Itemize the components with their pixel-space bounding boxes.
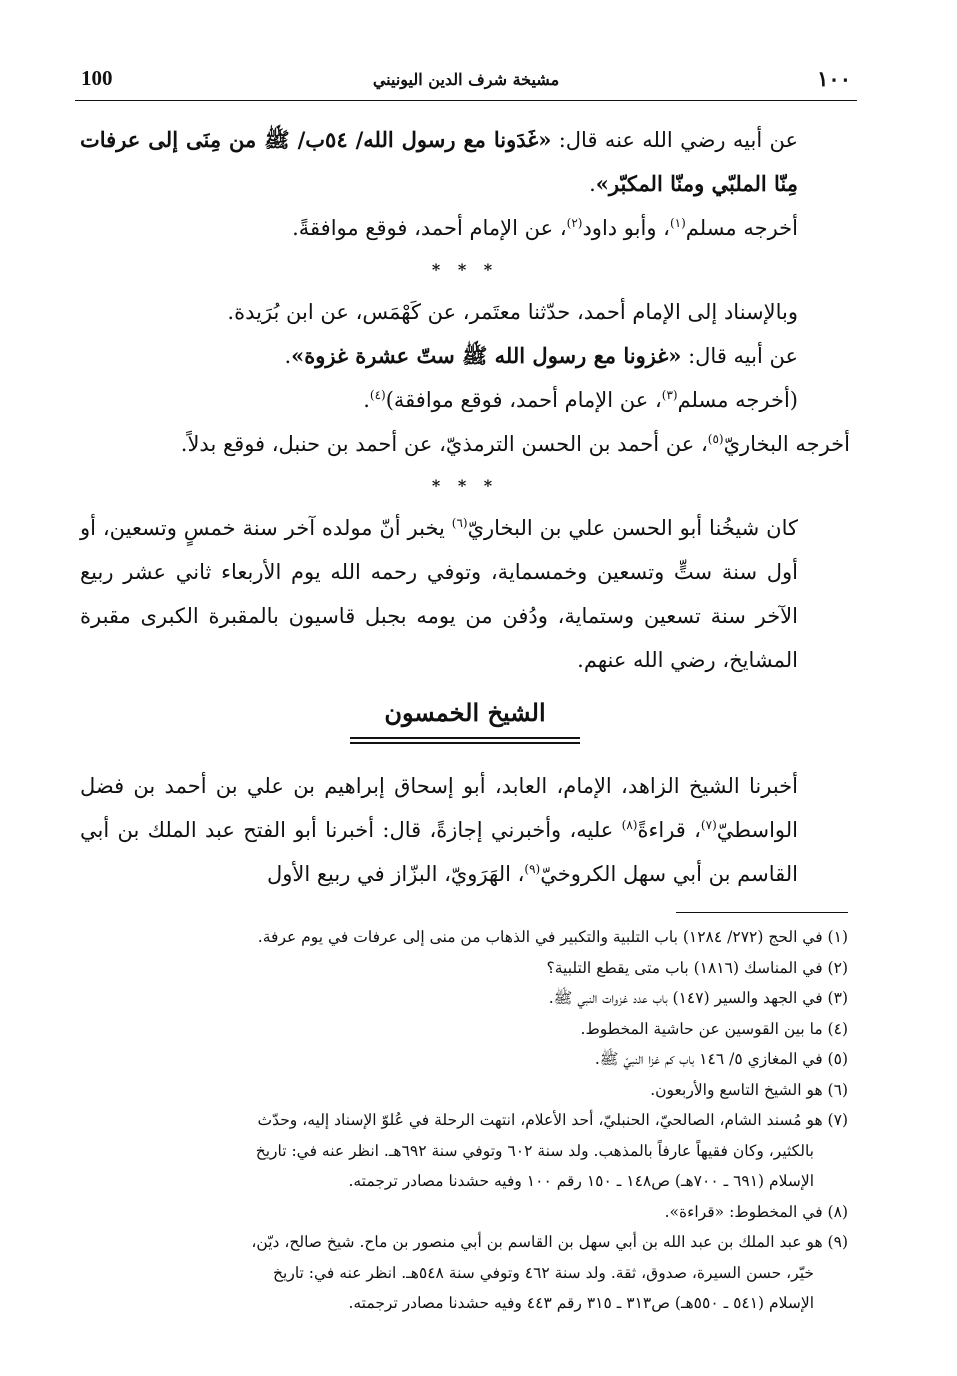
footnote-8: (٨) في المخطوط: «قراءة». — [664, 1202, 848, 1221]
footnote-ref-3[interactable]: (٣) — [661, 388, 678, 402]
heading-rule-top — [350, 737, 580, 739]
hadith-1-end: . — [589, 172, 596, 196]
footnote-ref-2[interactable]: (٢) — [566, 216, 583, 230]
footnote-5: (٥) في المغازي ٥/ ١٤٦ باب كم غزا النبيّ ﷺ. — [594, 1050, 848, 1068]
section-separator: * * * — [431, 260, 499, 279]
text-run: يخبر أنّ مولده آخر سنة خمسٍ وتسعين، أو أول سنة ستٍّ وتسعين وخمسماية، وتوفي رحمه الله يوم الأربعاء ثاني عشر ربيع الآخر سنة تسعين وستماية، ودُفن من يومه بجبل قاسيون بالمقبرة الكبرى مقبرة المشايخ، رضي الله عنهم. — [80, 516, 798, 672]
section-separator: * * * — [431, 476, 499, 495]
paragraph-takhrij-1 — [80, 206, 850, 250]
footnote-ref-1[interactable]: (١) — [669, 216, 686, 230]
text-run: ، عن أحمد بن الحسن الترمذيّ، عن أحمد بن حنبل، فوقع بدلاً. — [180, 432, 708, 456]
footnote-ref-9[interactable]: (٩) — [524, 862, 541, 876]
text-run: ، وأبو داود — [582, 216, 670, 240]
page-number-arabic: ١٠٠ — [817, 66, 851, 91]
footnote-9: (٩) هو عبد الملك بن عبد الله بن أبي سهل بن القاسم بن أبي منصور بن ماح. شيخ صالح، ديّن، — [251, 1233, 848, 1251]
text-run: أخبرنا الشيخ الزاهد، الإمام، العابد، أبو إسحاق إبراهيم بن علي بن أحمد بن فضل الواسطيّ — [80, 774, 798, 842]
header-rule — [75, 100, 857, 101]
section-heading-block — [80, 698, 850, 744]
text-run: ، الهَرَويّ، البزّاز في ربيع الأول — [267, 862, 525, 886]
paragraph-chain-50 — [80, 764, 850, 896]
text-run: عليه، وأخبرني إجازةً، قال: أخبرنا أبو الفتح عبد الملك بن أبي القاسم بن أبي سهل الكروخيّ — [80, 818, 798, 886]
heading-rule-bottom — [350, 742, 580, 744]
hadith-1-intro: عن أبيه رضي الله عنه قال: — [551, 128, 798, 152]
footnote-1: (١) في الحج (٢٧٢/ ١٢٨٤) باب التلبية والتكبير في الذهاب من منى إلى عرفات في يوم عرفة. — [257, 928, 848, 946]
main-text — [80, 118, 850, 896]
hadith-2-quote: «غزونا مع رسول الله ﷺ ستّ عشرة غزوة» — [291, 343, 682, 368]
text-run: أخرجه البخاريّ — [723, 432, 850, 456]
paragraph-hadith-2 — [80, 334, 850, 378]
footnotes — [70, 922, 848, 1319]
running-title: مشيخة شرف الدين اليونيني — [372, 70, 560, 89]
paragraph-isnad: وبالإسناد إلى الإمام أحمد، حدّثنا معتَمر، عن كَهْمَس، عن ابن بُرَيدة. — [227, 300, 798, 324]
paragraph-takhrij-2 — [80, 378, 850, 422]
text-run: ، عن الإمام أحمد، فوقع موافقةً. — [292, 216, 567, 240]
footnote-ref-4[interactable]: (٤) — [369, 388, 386, 402]
footnote-7: (٧) هو مُسند الشام، الصالحيّ، الحنبليّ، أحد الأعلام، انتهت الرحلة في عُلوّ الإسناد إليه، وحدّث — [257, 1111, 848, 1129]
footnote-7-cont: الإسلام (٦٩١ ـ ٧٠٠هـ) ص١٤٨ ـ ١٥٠ رقم ١٠٠ وفيه حشدنا مصادر ترجمته. — [348, 1172, 814, 1190]
text-run: ، قراءةً — [637, 818, 701, 842]
text-run: (أخرجه مسلم — [677, 388, 798, 412]
section-heading: الشيخ الخمسون — [384, 698, 546, 727]
hadith-2-end: . — [284, 344, 292, 368]
footnote-ref-5[interactable]: (٥) — [707, 432, 724, 446]
paragraph-hadith-1 — [80, 118, 850, 206]
paragraph-takhrij-3 — [80, 422, 850, 466]
footnote-7-cont: بالكثير، وكان فقيهاً عارفاً بالمذهب. ولد سنة ٦٠٢ وتوفي سنة ٦٩٢هـ. انظر عنه في: تاريخ — [255, 1141, 814, 1160]
text-run: كان شيخُنا أبو الحسن علي بن البخاريّ — [467, 516, 798, 540]
footnote-6: (٦) هو الشيخ التاسع والأربعون. — [650, 1080, 848, 1099]
footnote-rule — [676, 912, 848, 913]
text-run: . — [363, 388, 370, 412]
hadith-2-intro: عن أبيه قال: — [681, 344, 798, 368]
footnote-4: (٤) ما بين القوسين عن حاشية المخطوط. — [580, 1019, 848, 1038]
paragraph-biography — [80, 506, 850, 682]
footnote-2: (٢) في المناسك (١٨١٦) باب متى يقطع التلبية؟ — [546, 958, 848, 977]
footnote-ref-8[interactable]: (٨) — [621, 818, 638, 832]
footnote-9-cont: خيّر، حسن السيرة، صدوق، ثقة. ولد سنة ٤٦٢ وتوفي سنة ٥٤٨هـ. انظر عنه في: تاريخ — [273, 1263, 814, 1282]
text-run: ، عن الإمام أحمد، فوقع موافقة) — [385, 388, 662, 412]
footnote-9-cont: الإسلام (٥٤١ ـ ٥٥٠هـ) ص٣١٣ ـ ٣١٥ رقم ٤٤٣ وفيه حشدنا مصادر ترجمته. — [348, 1294, 814, 1312]
footnote-3: (٣) في الجهد والسير (١٤٧) باب عدد غزوات النبي ﷺ. — [548, 989, 848, 1007]
footnote-ref-6[interactable]: (٦) — [451, 516, 468, 530]
running-header — [75, 62, 857, 98]
hadith-1-quote: «غَدَونا مع رسول الله/ ٥٤ب/ ﷺ من مِنَى إلى عرفات مِنّا الملبّي ومنّا المكبّر» — [80, 127, 798, 196]
page-number-latin: 100 — [81, 66, 113, 90]
text-run: أخرجه مسلم — [685, 216, 798, 240]
footnote-ref-7[interactable]: (٧) — [700, 818, 717, 832]
